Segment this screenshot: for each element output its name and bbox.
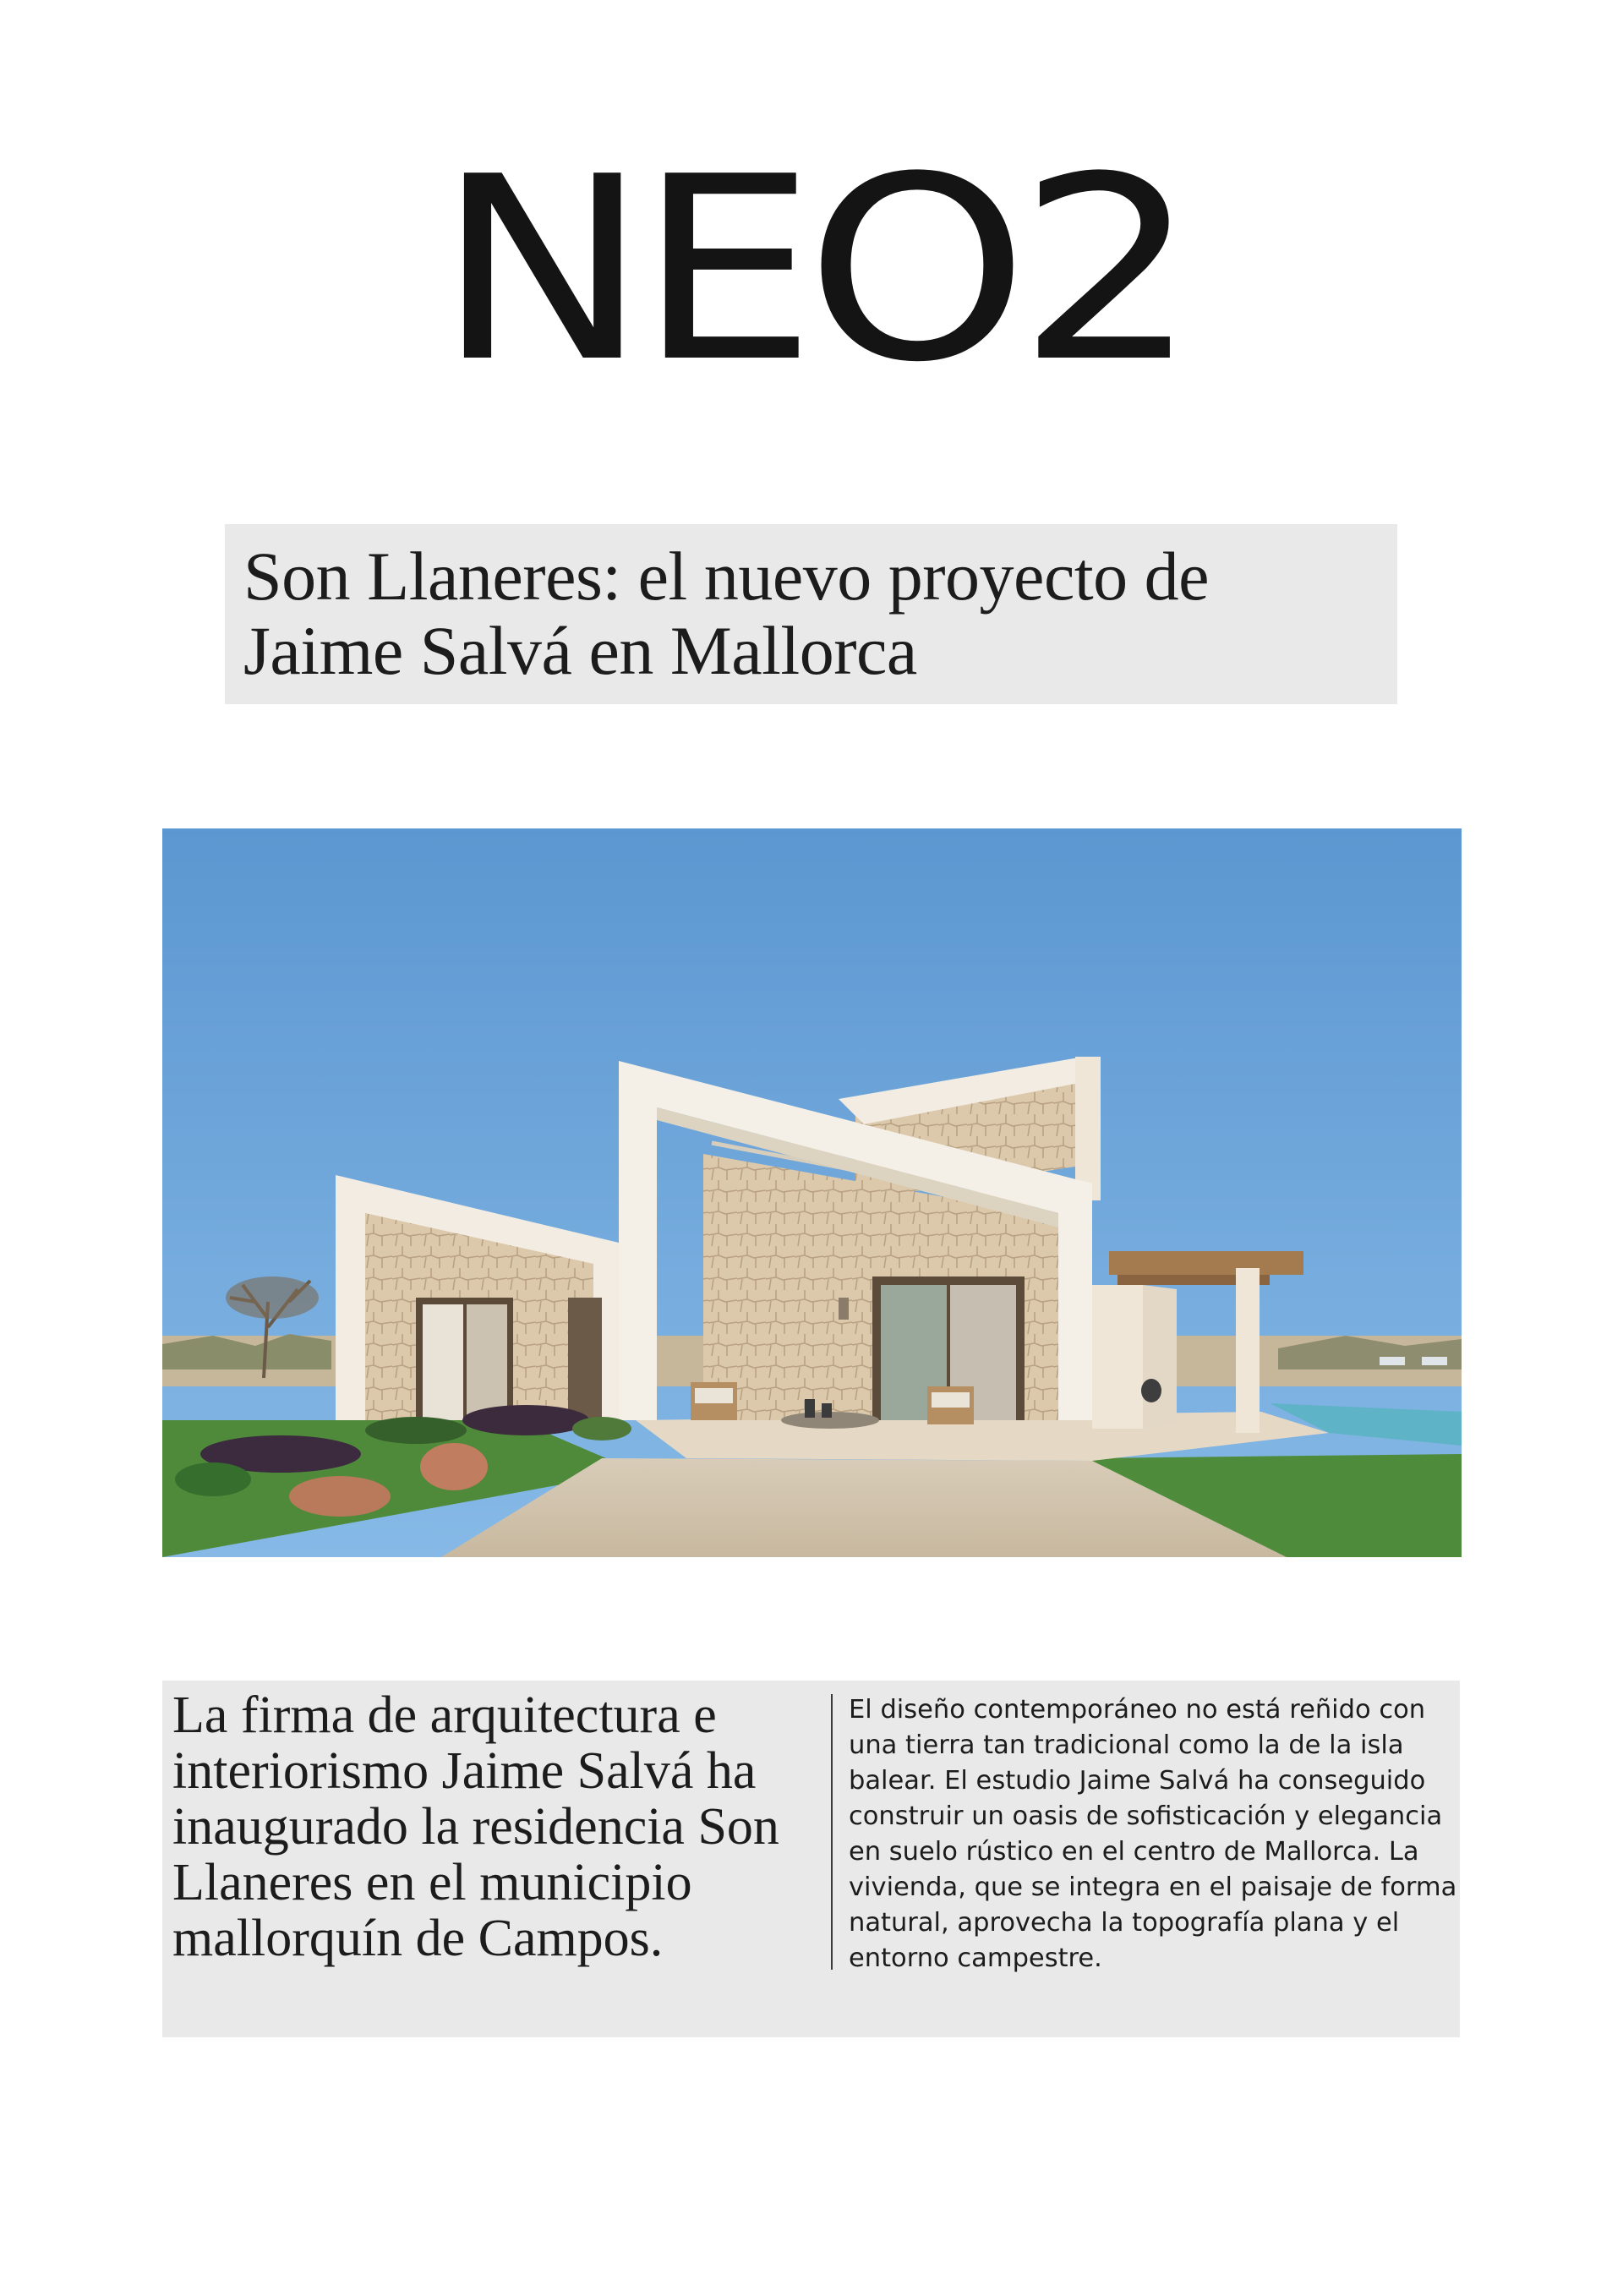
article-headline: Son Llaneres: el nuevo proyecto de Jaime Salvá en Mallorca [243,538,1210,689]
headline-panel [225,524,1397,704]
neo2-logo: NEO2 [435,123,1188,418]
intro-panel [162,1681,1460,2037]
column-divider [831,1694,833,1970]
body-paragraph: El diseño contemporáneo no está reñido con una tierra tan tradicional como la de la isla balear. El estudio Jaime Salvá ha conseguido construir un oasis de sofisticación y elegancia en suelo rústico en el centro de Mallorca. La vivienda, que se integra en el paisaje de forma natural, aprovecha la topografía plana y el entorno campestre. [849,1695,1457,1973]
article-photo [162,828,1462,1557]
lead-paragraph: La firma de arquitectura e interiorismo Jaime Salvá ha inaugurado la residencia Son Llaneres en el municipio mallorquín de Campos. [172,1686,779,1967]
